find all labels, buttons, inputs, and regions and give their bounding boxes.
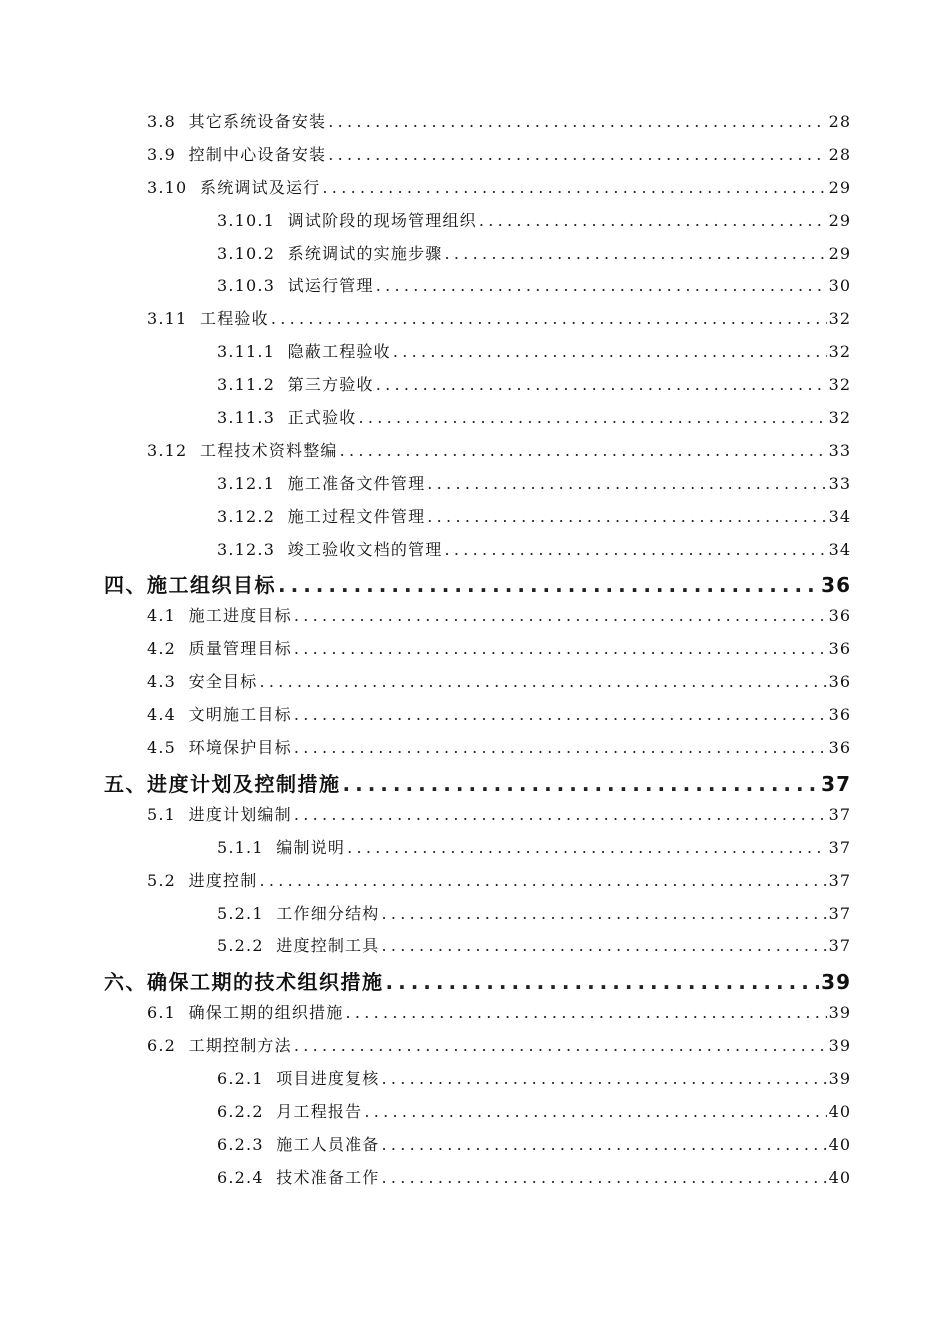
- toc-dot-leader: [328, 112, 826, 131]
- toc-entry-title: 系统调试的实施步骤: [287, 243, 443, 263]
- toc-dot-leader: [271, 309, 827, 328]
- toc-entry-title: 系统调试及运行: [200, 177, 321, 197]
- toc-page-number: 29: [828, 210, 851, 230]
- toc-entry-5-2-1[interactable]: [0, 901, 850, 934]
- toc-entry-title: 确保工期的技术组织措施: [147, 970, 384, 995]
- toc-entry-title: 环境保护目标: [188, 738, 292, 758]
- toc-page-number: 37: [828, 903, 851, 923]
- toc-dot-leader: [294, 606, 827, 625]
- toc-page-number: 29: [828, 177, 851, 197]
- toc-entry-4-3[interactable]: [0, 669, 850, 702]
- toc-dot-leader: [322, 178, 826, 197]
- toc-entry-3-11[interactable]: [0, 306, 850, 339]
- toc-entry-title: 施工人员准备: [276, 1134, 380, 1154]
- toc-page-number: 37: [821, 771, 851, 796]
- toc-entry-title: 施工组织目标: [147, 573, 276, 598]
- toc-entry-number: 3.10.2: [217, 243, 276, 263]
- table-of-contents: [0, 109, 950, 1198]
- toc-entry-4-4[interactable]: [0, 702, 850, 735]
- toc-entry-3-9[interactable]: [0, 142, 850, 175]
- toc-dot-leader: [358, 408, 826, 427]
- toc-page-number: 37: [828, 870, 851, 890]
- toc-entry-number: 3.12.3: [217, 539, 276, 559]
- toc-page-number: 33: [828, 473, 851, 493]
- toc-entry-title: 月工程报告: [276, 1102, 363, 1122]
- toc-dot-leader: [444, 244, 826, 263]
- toc-entry-title: 质量管理目标: [188, 639, 292, 659]
- toc-entry-number: 4.4: [147, 705, 177, 725]
- toc-entry-title: 竣工验收文档的管理: [287, 539, 443, 559]
- toc-entry-3-10-2[interactable]: [0, 241, 850, 274]
- toc-entry-5-2-2[interactable]: [0, 933, 850, 966]
- toc-chapter-heading[interactable]: [0, 569, 850, 603]
- toc-page-number: 36: [828, 705, 851, 725]
- toc-entry-number: 3.11.1: [217, 342, 276, 362]
- toc-entry-title: 编制说明: [276, 837, 346, 857]
- toc-entry-number: 3.12: [147, 440, 188, 460]
- toc-page-number: 32: [828, 408, 851, 428]
- toc-entry-3-12-1[interactable]: [0, 471, 850, 504]
- toc-entry-title: 确保工期的组织措施: [188, 1003, 344, 1023]
- toc-entry-number: 5.1: [147, 804, 177, 824]
- toc-dot-leader: [294, 639, 827, 658]
- toc-entry-title: 施工过程文件管理: [287, 506, 426, 526]
- toc-dot-leader: [364, 1102, 826, 1121]
- toc-entry-title: 安全目标: [188, 672, 258, 692]
- toc-entry-number: 6.2.1: [217, 1069, 264, 1089]
- toc-entry-3-10-1[interactable]: [0, 208, 850, 241]
- toc-entry-title: 施工进度目标: [188, 606, 292, 626]
- toc-entry-title: 技术准备工作: [276, 1167, 380, 1187]
- toc-entry-number: 6.2.3: [217, 1134, 264, 1154]
- toc-page-number: 40: [828, 1102, 851, 1122]
- toc-entry-number: 5.2.1: [217, 903, 264, 923]
- toc-entry-title: 工期控制方法: [188, 1036, 292, 1056]
- toc-page-number: 29: [828, 243, 851, 263]
- toc-page-number: 34: [828, 539, 851, 559]
- toc-entry-title: 正式验收: [287, 408, 357, 428]
- toc-page-number: 28: [828, 112, 851, 131]
- toc-dot-leader: [427, 507, 826, 526]
- toc-entry-number: 3.10.3: [217, 276, 276, 296]
- toc-entry-number: 3.11: [147, 309, 188, 329]
- toc-page-number: 33: [828, 440, 851, 460]
- toc-entry-number: 五、: [104, 771, 147, 796]
- toc-dot-leader: [376, 276, 827, 295]
- toc-entry-title: 进度控制工具: [276, 936, 380, 956]
- toc-entry-6-2-3[interactable]: [0, 1132, 850, 1165]
- toc-entry-title: 进度计划编制: [188, 804, 292, 824]
- toc-chapter-heading[interactable]: [0, 768, 850, 802]
- toc-chapter-heading[interactable]: [0, 966, 850, 1000]
- toc-dot-leader: [345, 1003, 826, 1022]
- toc-entry-3-10[interactable]: [0, 175, 850, 208]
- toc-entry-3-12[interactable]: [0, 438, 850, 471]
- toc-entry-number: 6.2: [147, 1036, 177, 1056]
- toc-entry-number: 3.10.1: [217, 210, 276, 230]
- toc-entry-title: 第三方验收: [287, 375, 374, 395]
- toc-entry-number: 4.2: [147, 639, 177, 659]
- toc-entry-5-1-1[interactable]: [0, 835, 850, 868]
- toc-page-number: 37: [828, 837, 851, 857]
- toc-entry-title: 试运行管理: [287, 276, 374, 296]
- toc-dot-leader: [347, 838, 827, 857]
- toc-page-number: 36: [828, 672, 851, 692]
- toc-dot-leader: [376, 375, 827, 394]
- toc-dot-leader: [444, 540, 826, 559]
- toc-entry-title: 工作细分结构: [276, 903, 380, 923]
- toc-entry-title: 调试阶段的现场管理组织: [287, 210, 477, 230]
- toc-entry-number: 四、: [104, 573, 147, 598]
- toc-page-number: 40: [828, 1167, 851, 1187]
- toc-entry-6-2-1[interactable]: [0, 1066, 850, 1099]
- toc-entry-3-11-1[interactable]: [0, 339, 850, 372]
- toc-page-number: 32: [828, 375, 851, 395]
- toc-entry-title: 工程技术资料整编: [200, 440, 338, 460]
- toc-page-number: 39: [821, 970, 851, 995]
- toc-entry-6-2-2[interactable]: [0, 1099, 850, 1132]
- toc-entry-3-8[interactable]: [0, 109, 850, 142]
- toc-entry-number: 3.12.1: [217, 473, 276, 493]
- toc-entry-3-12-3[interactable]: [0, 537, 850, 570]
- toc-entry-4-1[interactable]: [0, 603, 850, 636]
- toc-page-number: 40: [828, 1134, 851, 1154]
- toc-dot-leader: [294, 805, 827, 824]
- toc-page-number: 36: [828, 738, 851, 758]
- toc-dot-leader: [382, 1069, 827, 1088]
- toc-entry-title: 施工准备文件管理: [287, 473, 426, 493]
- toc-page-number: 32: [828, 309, 851, 329]
- toc-entry-6-1[interactable]: [0, 1000, 850, 1033]
- toc-entry-title: 进度控制: [188, 870, 258, 890]
- toc-entry-number: 六、: [104, 970, 147, 995]
- toc-dot-leader: [427, 474, 826, 493]
- toc-dot-leader: [386, 970, 820, 994]
- toc-dot-leader: [382, 1168, 827, 1187]
- toc-entry-number: 3.9: [147, 144, 177, 164]
- toc-dot-leader: [278, 573, 819, 597]
- toc-entry-number: 3.10: [147, 177, 188, 197]
- toc-entry-title: 文明施工目标: [188, 705, 292, 725]
- toc-dot-leader: [294, 738, 827, 757]
- toc-entry-number: 4.5: [147, 738, 177, 758]
- toc-dot-leader: [328, 145, 826, 164]
- toc-entry-number: 5.2: [147, 870, 177, 890]
- toc-page-number: 37: [828, 936, 851, 956]
- toc-entry-title: 控制中心设备安装: [188, 144, 327, 164]
- toc-entry-number: 3.11.2: [217, 375, 276, 395]
- toc-page-number: 39: [828, 1036, 851, 1056]
- toc-entry-number: 3.12.2: [217, 506, 276, 526]
- toc-entry-title: 隐蔽工程验收: [287, 342, 391, 362]
- toc-entry-title: 项目进度复核: [276, 1069, 380, 1089]
- toc-dot-leader: [382, 904, 827, 923]
- toc-dot-leader: [259, 871, 826, 890]
- toc-entry-number: 6.2.4: [217, 1167, 264, 1187]
- toc-page-number: 32: [828, 342, 851, 362]
- toc-page-number: 37: [828, 804, 851, 824]
- toc-entry-number: 3.11.3: [217, 408, 276, 428]
- toc-dot-leader: [340, 441, 827, 460]
- toc-entry-5-1[interactable]: [0, 802, 850, 835]
- toc-entry-title: 其它系统设备安装: [188, 112, 327, 131]
- toc-entry-6-2[interactable]: [0, 1033, 850, 1066]
- toc-dot-leader: [479, 211, 827, 230]
- toc-entry-4-2[interactable]: [0, 636, 850, 669]
- toc-page-number: 36: [828, 606, 851, 626]
- toc-page-number: 36: [828, 639, 851, 659]
- toc-entry-title: 进度计划及控制措施: [147, 771, 341, 796]
- toc-entry-number: 6.2.2: [217, 1102, 264, 1122]
- toc-entry-3-10-3[interactable]: [0, 273, 850, 306]
- toc-dot-leader: [382, 1135, 827, 1154]
- toc-page-number: 28: [828, 144, 851, 164]
- toc-entry-3-11-3[interactable]: [0, 405, 850, 438]
- toc-page-number: 30: [828, 276, 851, 296]
- toc-dot-leader: [259, 672, 826, 691]
- toc-entry-3-11-2[interactable]: [0, 372, 850, 405]
- toc-dot-leader: [393, 342, 827, 361]
- toc-entry-5-2[interactable]: [0, 868, 850, 901]
- toc-entry-3-12-2[interactable]: [0, 504, 850, 537]
- toc-entry-6-2-4[interactable]: [0, 1165, 850, 1198]
- toc-dot-leader: [343, 772, 820, 796]
- toc-page-number: 39: [828, 1069, 851, 1089]
- toc-entry-number: 5.2.2: [217, 936, 264, 956]
- toc-page-number: 39: [828, 1003, 851, 1023]
- toc-entry-number: 5.1.1: [217, 837, 264, 857]
- toc-dot-leader: [382, 936, 827, 955]
- toc-entry-number: 3.8: [147, 112, 177, 131]
- toc-page-number: 36: [821, 573, 851, 598]
- toc-entry-4-5[interactable]: [0, 735, 850, 768]
- toc-dot-leader: [294, 705, 827, 724]
- toc-entry-number: 4.1: [147, 606, 177, 626]
- toc-entry-title: 工程验收: [200, 309, 269, 329]
- toc-entry-number: 6.1: [147, 1003, 177, 1023]
- toc-page-number: 34: [828, 506, 851, 526]
- toc-entry-number: 4.3: [147, 672, 177, 692]
- toc-dot-leader: [294, 1036, 827, 1055]
